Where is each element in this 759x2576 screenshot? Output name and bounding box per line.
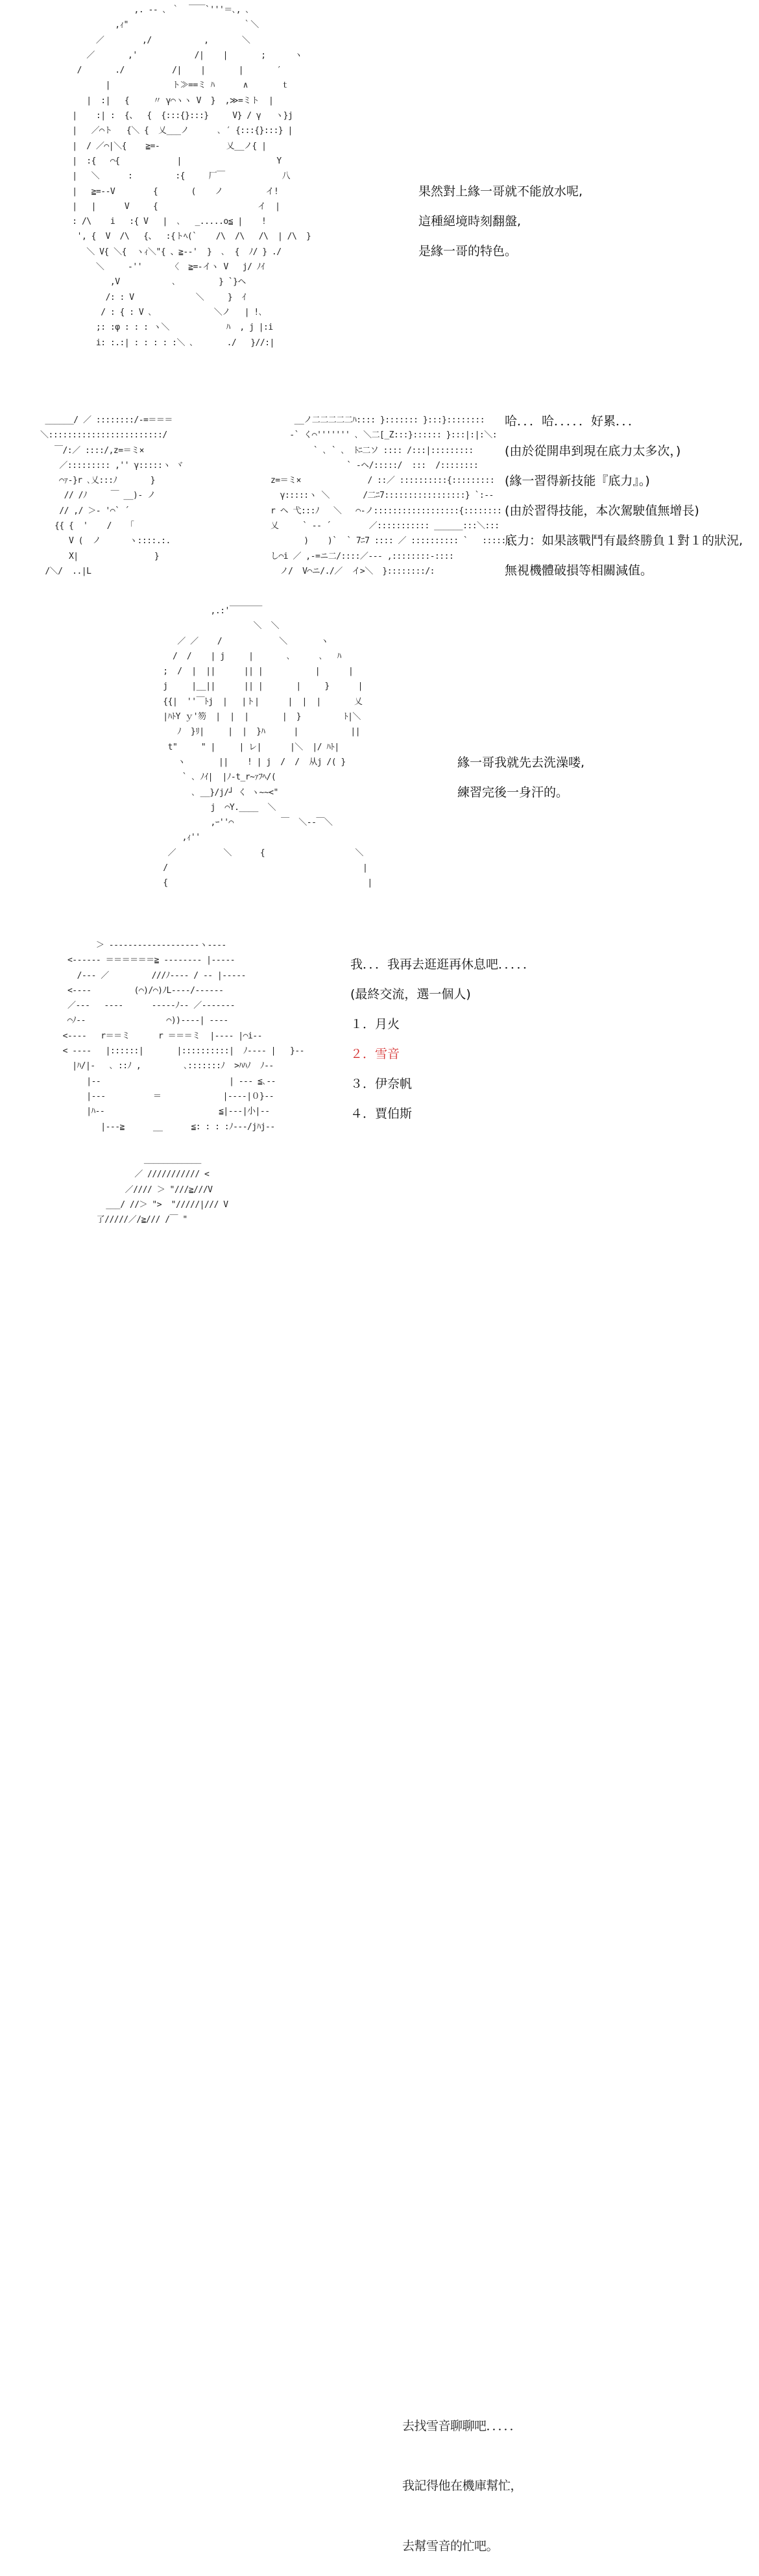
ascii-art-character-thinking: ____________ ／ /////////// < ／//// ＞ "///≧///V ___/ //＞ "> "/////|/// V 了/////／/≧/// /￣ " 去找雪音聊聊吧．．．．． 我記得他在機庫幫忙， 去幫雪音的忙吧。 <box>58 1152 228 1243</box>
dialogue-line: 緣一哥我就先去洗澡喽, <box>457 755 585 770</box>
dialogue-box <box>402 2381 522 2576</box>
dialogue-line: 去幫雪音的忙吧。 <box>402 2538 499 2553</box>
ascii-art-exhausted-left: ______/ ／ ::::::::/‐=＝＝＝ ＼::::::::::::::::::::::::/ ￣/:／ ::::/,z=＝ミ× ／::::::::: ,'' γ:::::ヽ ヾ ⌒ｧ‐}r ､乂:::ﾉ } // /ﾉ ￣ __)- ノ // ,/ ＞- '⌒` ´ {{ { ' / 「 V ( ノ ヽ::::.:. X| } /＼/ ..|L <box>40 415 184 576</box>
dialogue-box <box>505 406 743 585</box>
dialogue-line: 我．．．我再去逛逛再休息吧．．．．． <box>350 957 536 972</box>
dialogue-line: 哈．．．哈．．．．．好累．．． <box>505 414 641 428</box>
dialogue-line: 是緣一哥的特色。 <box>418 244 518 258</box>
dialogue-line: 我記得他在機庫幫忙， <box>402 2479 523 2494</box>
ascii-art-character-smile: ＞ ‐‐‐‐‐‐‐‐‐‐‐‐‐‐‐‐‐‐‐ヽ‐‐‐‐ <‐‐‐‐‐‐ ＝＝＝＝＝＝≧ ‐‐‐‐‐‐‐‐ |‐‐‐‐‐ /‐‐‐ ／ ///ﾉ‐‐‐‐ / ‐‐ |‐‐‐‐‐ <‐‐‐‐ (⌒)/⌒)ﾉL‐‐‐‐/‐‐‐‐‐‐ ／‐‐‐ ‐‐‐‐ ‐‐‐‐‐ﾉ‐‐ ／‐‐‐‐‐‐‐ ⌒ﾉ‐‐ ⌒))‐‐‐‐| ‐‐‐‐ <‐‐‐‐ r＝＝ミ r ＝＝＝ミ |‐‐‐‐ |⌒i‐‐ < ‐‐‐‐ |::::::| |::::::::::| ﾉ‐‐‐‐ | }‐‐ |ﾊ/|‐ ､ ::ﾉ , ､:::::::ﾉ >ﾊﾊﾉ ﾉ‐‐ |‐‐ | ‐‐‐ ≦､‐‐ |‐‐‐ ＝ |‐‐‐‐|０}‐‐ |ﾊ‐‐ ≦|‐‐‐|小|‐‐ |‐‐‐≧ __ ≦: : : :ﾉ‐‐‐/jﾊj‐‐ <box>62 940 304 1132</box>
choice-option-1[interactable]: １．月火 <box>350 1017 400 1031</box>
choice-option-3[interactable]: ３．伊奈帆 <box>350 1077 413 1091</box>
dialogue-line: 這種絕境時刻翻盤, <box>418 214 522 228</box>
dialogue-line: (由於從開串到現在底力太多次，) <box>505 444 681 458</box>
ascii-art-character-back: ,.:'￣￣￣￣ ＼ ＼ ／ ／ / ＼ ヽ / / | j | ､ ､ ﾊ ; / | || || | | | j |__|| || | | } | {{| ''￣ﾄj | |ト| | | | 乂 |ﾊﾄY ｙ'笏 | | | | } ﾄ|＼ ﾉ }ﾘ| | | }ﾊ | || t" " | | レ| |＼ |/ ﾊﾄ| ヽ || ! | j / / 从j /( } ` ､ ﾉｲ| |ﾉ-t_r~ｧﾌﾍ/( ､ __}/j/┘ く ヽ~~<" j ⌒Y.____ ＼ ,ｰ''⌒ ￣ ＼‐‐￣＼ ,ｨ'' ／ ＼ { ＼ / | { | <box>163 606 372 889</box>
dialogue-line: 果然對上緣一哥就不能放水呢, <box>418 184 583 199</box>
dialogue-line: 去找雪音聊聊吧．．．．． <box>402 2418 522 2433</box>
ascii-art-character: ,. -‐ ､ ｀ ￣￣`'''＝､, ､ ,ｨ" ｀＼ ／ ,/ , ＼ ／ ,' /| | ; ヽ / ./ /| | | ′ | ト≫==ミ ﾊ ∧ ｔ | :| { 〃 γ⌒ヽヽ V } ,≫=ミト | | :| : {、 { {:::{}:::} V} / γ ヽ}j | ／⌒ト {＼ { 乂___ノ ､ ′ {:::{}:::} | | / ／⌒|＼{ ≧=- 乂__ノ{ | | :{ ⌒{ | Y | ＼ : :{ 厂￣ 八 | ≧=-‐V { ( ノ イ! | | V { イ | : /\ i :{ V | ､ _.....o≦ | ! ', { V /\ {、 :{トﾍ(` /\ /\ /\ | /\ } ＼ V{ ＼{ ヽｨ＼"{ 、≧-‐' } ､ { ﾉ/ } ./ ＼ ‐'' 〈 ≧=-イヽ V j/ ﾉｲ ,V ､ } `}ヘ /: : V ＼ } ｲ / : { : V ､ ＼ノ | !､ ;: :φ : : : ヽ＼ ﾊ , j |:i i: :.:| : : : : :＼ ､ ./ }//:| <box>72 5 311 348</box>
choice-option-2-selected[interactable]: ２．雪音 <box>350 1047 400 1061</box>
dialogue-box <box>350 950 535 1129</box>
dialogue-box <box>418 177 583 266</box>
dialogue-line: 練習完後一身汗的。 <box>457 785 569 800</box>
ascii-art-exhausted-right: __ノ二二二二二ﾊ:::: }::::::: }:::}:::::::: ‐` く⌒''''''' ､ ＼二[_Z:::}:::::: }:::|:|:＼: ` ､ ` ､ ﾄﾆ二ソ :::: /:::|::::::::: ` ‐ヘ/:::::/ ::: /:::::::: z=＝ミ× / ::／ ::::::::::{::::::::: γ:::::ヽ ＼ /二ﾆ7:::::::::::::::::} `:‐- r ヘ 弋:::ﾉ ＼ ⌒‐ノ::::::::::::::::::{:::::::: 乂 ` ‐‐ ´ ／::::::::::: ______:::＼::: ) )` ` 7ﾆ7 :::: ／ :::::::::: ` :::::: し⌒i ／ ,-=ニ二/::::／‐‐‐ ,::::::::‐:::: ノ/ V⌒ニ/./／ イ>＼ }::::::::/: <box>270 415 511 576</box>
dialogue-line: (由於習得技能，本次駕駛值無增長) <box>505 504 699 518</box>
dialogue-box <box>457 748 584 807</box>
dialogue-line: (緣一習得新技能『底力』。) <box>505 474 650 488</box>
choice-option-4[interactable]: ４．賈伯斯 <box>350 1107 413 1121</box>
dialogue-line: (最終交流，選一個人) <box>350 987 471 1001</box>
dialogue-line: 無視機體破損等相關減值。 <box>505 563 653 578</box>
dialogue-line: 底力：如果該戰鬥有最終勝負１對１的狀況, <box>505 534 743 548</box>
